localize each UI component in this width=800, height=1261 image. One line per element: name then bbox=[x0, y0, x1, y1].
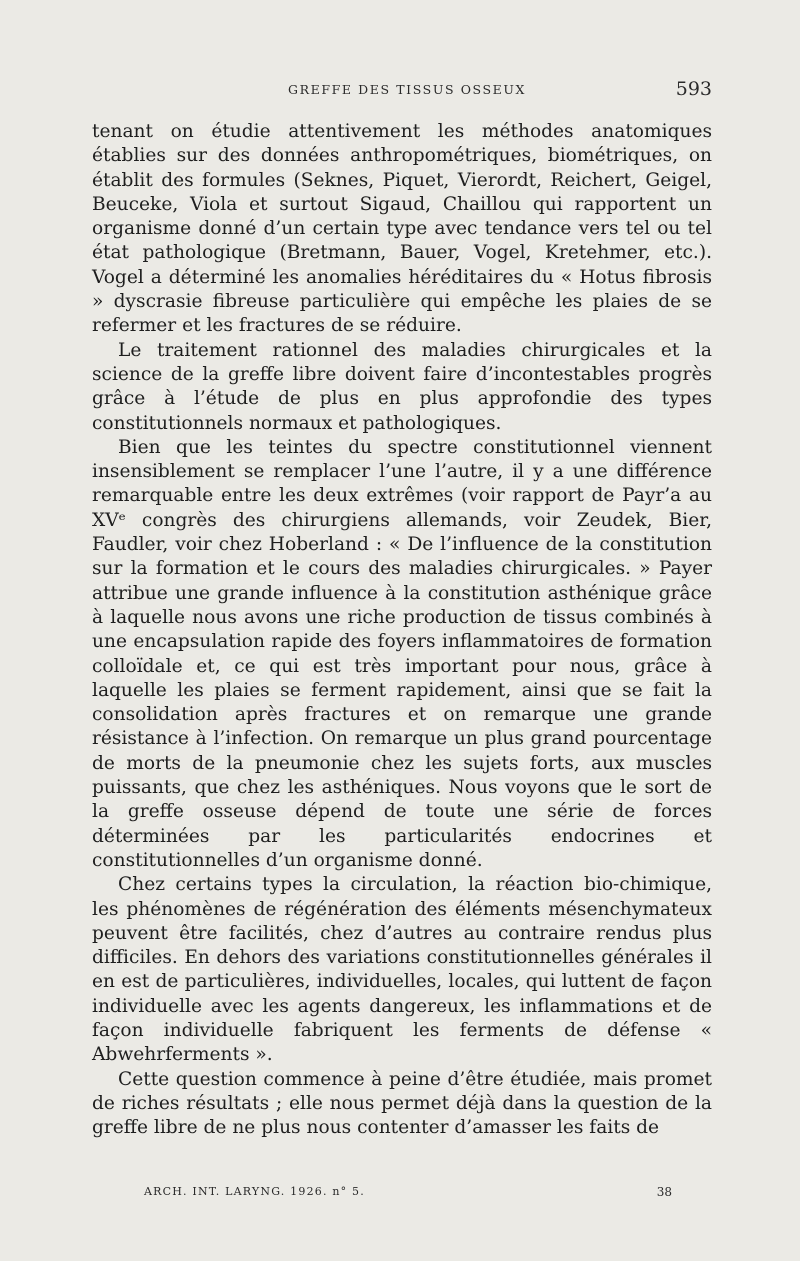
body-text bbox=[92, 120, 712, 1140]
running-title: GREFFE DES TISSUS OSSEUX bbox=[288, 82, 527, 97]
page-header bbox=[92, 78, 712, 104]
paragraph-4: Chez certains types la circulation, la réaction bio-chimique, les phénomènes de régénération des éléments mésenchymateux peuvent être facilités, chez d’autres au contraire rendus plus difficiles. En dehors des variations constitutionnelles générales il en est de particulières, individuelles, locales, qui luttent de façon individuelle avec les agents dangereux, les inflammations et de façon individuelle fabriquent les ferments de défense « Abwehrferments ». bbox=[92, 874, 712, 1066]
page-footer bbox=[92, 1183, 712, 1203]
signature-mark: 38 bbox=[656, 1185, 672, 1199]
paragraph-5: Cette question commence à peine d’être étudiée, mais promet de riches résultats ; elle nous permet déjà dans la question de la greffe libre de ne plus nous contenter d’amasser les faits de bbox=[92, 1068, 712, 1139]
journal-reference: ARCH. INT. LARYNG. 1926. n° 5. bbox=[144, 1185, 365, 1198]
paragraph-1: tenant on étudie attentivement les méthodes anatomiques établies sur des données anthropométriques, biométriques, on établit des formules (Seknes, Piquet, Vierordt, Reichert, Geigel, Beuceke, Viola et surtout Sigaud, Chaillou qui rapportent un organisme donné d’un certain type avec tendance vers tel ou tel état pathologique (Bretmann, Bauer, Vogel, Kretehmer, etc.). Vogel a déterminé les anomalies héréditaires du « Hotus fibrosis » dyscrasie fibreuse particulière qui empêche les plaies de se refermer et les fractures de se réduire. bbox=[92, 121, 712, 337]
page-number: 593 bbox=[675, 78, 712, 100]
paragraph-2: Le traitement rationnel des maladies chirurgicales et la science de la greffe libre doivent faire d’incontestables progrès grâce à l’étude de plus en plus approfondie des types constitutionnels normaux et pathologiques. bbox=[92, 339, 712, 434]
paragraph-3: Bien que les teintes du spectre constitutionnel viennent insensiblement se remplacer l’une l’autre, il y a une différence remarquable entre les deux extrêmes (voir rapport de Payr’a au XVᵉ congrès des chirurgiens allemands, voir Zeudek, Bier, Faudler, voir chez Hoberland : « De l’influence de la constitution sur la formation et le cours des maladies chirurgicales. » Payer attribue une grande influence à la constitution asthénique grâce à laquelle nous avons une riche production de tissus combinés à une encapsulation rapide des foyers inflammatoires de formation colloïdale et, ce qui est très important pour nous, grâce à laquelle les plaies se ferment rapidement, ainsi que se fait la consolidation après fractures et on remarque une grande résistance à l’infection. On remarque un plus grand pourcentage de morts de la pneumonie chez les sujets forts, aux muscles puissants, que chez les asthéniques. Nous voyons que le sort de la greffe osseuse dépend de toute une série de forces déterminées par les particularités endocrines et constitutionnelles d’un organisme donné. bbox=[92, 436, 712, 871]
